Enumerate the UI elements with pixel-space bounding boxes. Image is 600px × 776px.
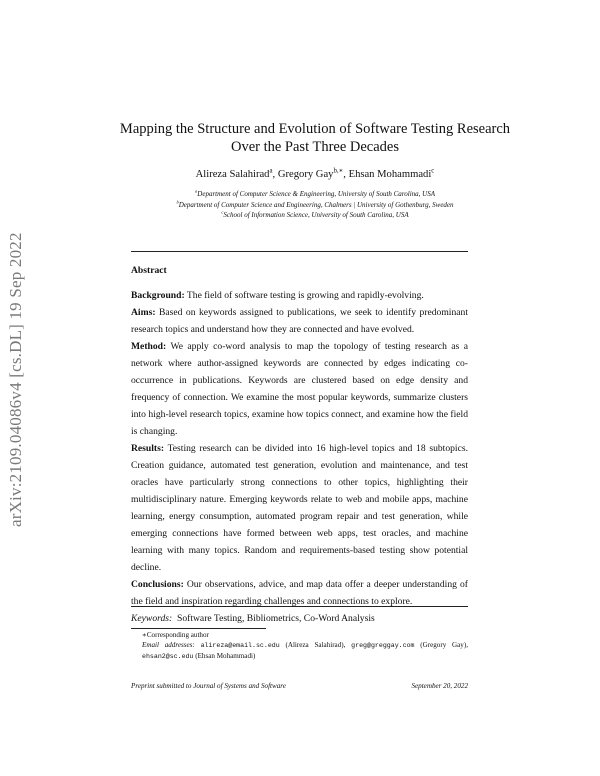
corresponding-author-note: ∗Corresponding author <box>142 631 209 639</box>
keywords-label: Keywords: <box>131 613 173 624</box>
abstract-background <box>131 287 468 304</box>
affil-mark: c <box>221 209 224 215</box>
email-owner: (Gregory Gay), <box>420 641 468 650</box>
affiliation-line <box>110 189 520 200</box>
affil-text: School of Information Science, University of South Carolina, USA <box>223 211 409 219</box>
results-text: Testing research can be divided into 16 high-level topics and 18 subtopics. Creation guidance, automated test generation, evolution and maintenance, and test oracles have particularly strong connections to other topics, highlighting their multidisciplinary nature. Emerging keywords relate to web and mobile apps, machine learning, energy consumption, automated program repair and test generation, while emerging connections have formed between web apps, test oracles, and machine learning with many topics. Random and requirements-based testing show potential decline. <box>131 443 468 573</box>
page-footer <box>131 682 468 690</box>
abstract-top-rule <box>131 251 468 252</box>
abstract-results <box>131 440 468 576</box>
email-owner: (Ehsan Mohammadi) <box>195 652 256 661</box>
conclusions-text: Our observations, advice, and map data offer a deeper understanding of the field and inspiration regarding challenges and connections to explore. <box>131 579 468 607</box>
footnote <box>131 630 468 663</box>
background-label: Background: <box>131 290 185 301</box>
author-name: Alireza Salahirad <box>195 169 270 180</box>
keywords-text: Software Testing, Bibliometrics, Co-Word Analysis <box>177 613 375 624</box>
author-affil-mark: a <box>269 167 273 175</box>
method-label: Method: <box>131 341 167 352</box>
email-addresses <box>131 640 468 662</box>
author-list <box>110 169 520 180</box>
author-affil-mark: b,∗ <box>333 167 344 175</box>
method-text: We apply co-word analysis to map the topology of testing research as a network where author-assigned keywords are connected by edges indicating co-occurrence in publications. Keywords are clustered based on edge density and frequency of connection. We examine the most popular keywords, summarize clusters into high-level research topics, examine how topics connect, and examine how the field is changing. <box>131 341 468 437</box>
email-link[interactable]: ehsan2@sc.edu <box>142 653 194 661</box>
affil-mark: a <box>195 188 198 194</box>
background-text: The field of software testing is growing and rapidly-evolving. <box>186 290 424 301</box>
author-name: Gregory Gay <box>277 169 334 180</box>
abstract-heading: Abstract <box>131 265 167 276</box>
affil-mark: b <box>176 199 179 205</box>
paper-title: Mapping the Structure and Evolution of Software Testing Research Over the Past Three Decades <box>119 121 511 155</box>
results-label: Results: <box>131 443 165 454</box>
abstract-bottom-rule <box>131 606 468 607</box>
abstract-method <box>131 338 468 440</box>
aims-text: Based on keywords assigned to publications, we seek to identify predominant research topics and understand how they are connected and have evolved. <box>131 307 468 335</box>
conclusions-label: Conclusions: <box>131 579 184 590</box>
aims-label: Aims: <box>131 307 156 318</box>
affil-text: Department of Computer Science and Engineering, Chalmers | University of Gothenburg, Sweden <box>178 200 454 209</box>
abstract-section <box>131 262 468 627</box>
affiliation-line <box>110 200 520 211</box>
email-owner: (Alireza Salahirad), <box>285 641 346 650</box>
affil-text: Department of Computer Science & Engineering, University of South Carolina, USA <box>197 190 435 198</box>
affiliation-line <box>110 210 520 221</box>
arxiv-identifier-stamp: arXiv:2109.04086v4 [cs.DL] 19 Sep 2022 <box>6 232 25 528</box>
email-label: Email addresses: <box>142 641 195 650</box>
abstract-conclusions <box>131 576 468 610</box>
abstract-aims <box>131 304 468 338</box>
author-separator: , <box>272 169 278 180</box>
author-name: Ehsan Mohammadi <box>348 169 432 180</box>
email-link[interactable]: greg@greggay.com <box>351 642 415 650</box>
footer-journal: Preprint submitted to Journal of Systems and Software <box>131 682 286 690</box>
author-affil-mark: c <box>431 167 435 175</box>
abstract-keywords <box>131 610 468 627</box>
email-link[interactable]: alireza@email.sc.edu <box>200 642 280 650</box>
author-separator: , <box>343 169 349 180</box>
footnote-rule <box>131 628 266 629</box>
affiliations <box>110 189 520 221</box>
footer-date: September 20, 2022 <box>411 682 468 690</box>
